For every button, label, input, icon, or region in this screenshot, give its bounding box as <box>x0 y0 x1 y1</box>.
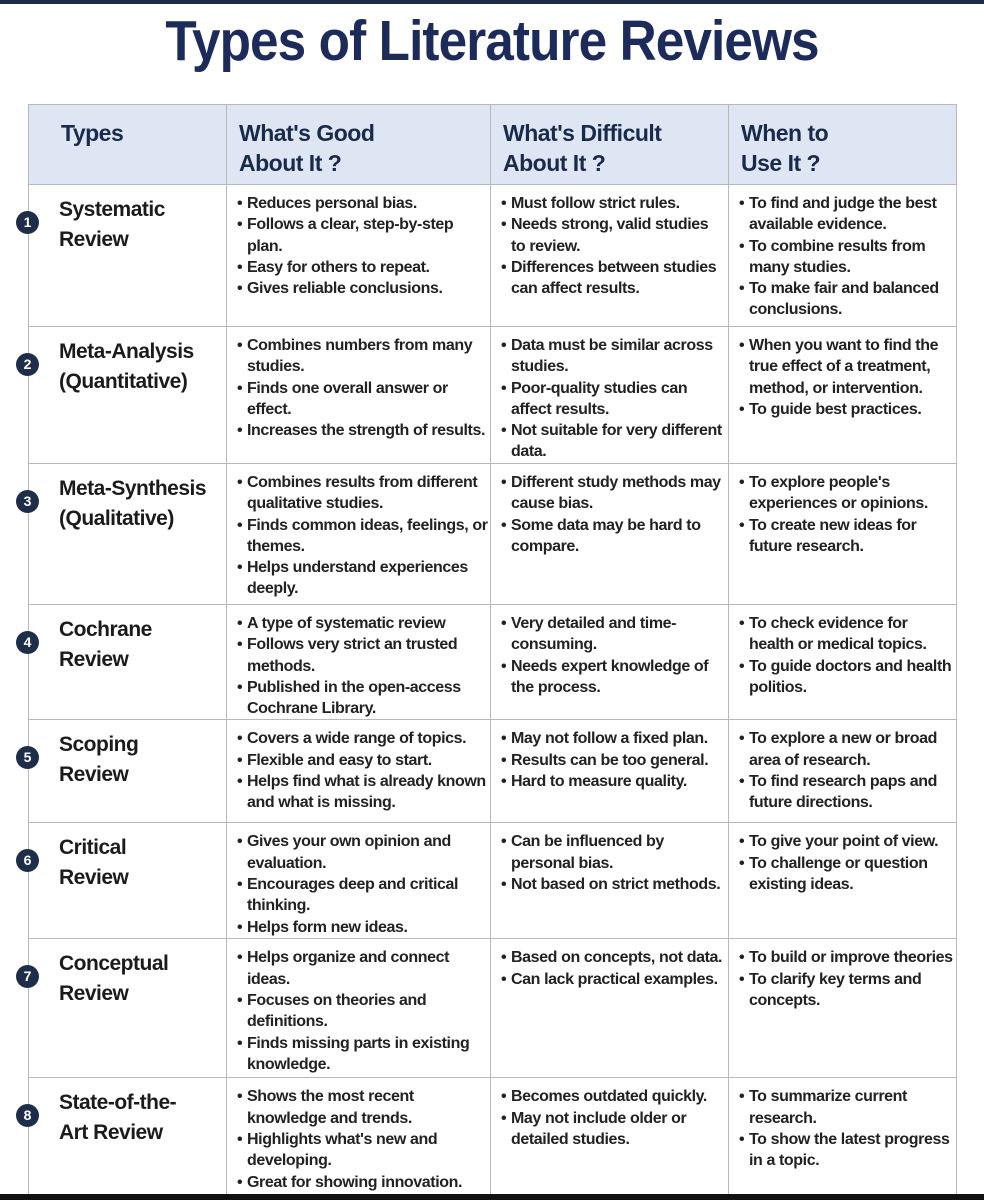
review-type-name <box>29 605 226 675</box>
bullet-item: • Gives reliable conclusions. <box>237 278 488 299</box>
when-cell <box>729 464 957 605</box>
difficult-list <box>491 939 728 990</box>
good-list <box>227 1078 490 1192</box>
bullet-item: • Combines numbers from many studies. <box>237 335 488 378</box>
review-type-name <box>29 185 226 255</box>
table-row <box>29 185 957 327</box>
row-number-badge: 7 <box>16 965 39 988</box>
review-type-line: Cochrane <box>59 618 152 641</box>
difficult-cell <box>491 464 729 605</box>
review-types-table <box>23 104 957 1195</box>
type-cell <box>23 720 227 823</box>
bullet-item: • Shows the most recent knowledge and trends. <box>237 1086 488 1129</box>
bullet-item: • Focuses on theories and definitions. <box>237 990 488 1033</box>
table-row <box>29 939 957 1078</box>
review-type-line: Scoping <box>59 733 139 757</box>
bullet-item: • Differences between studies can affect results. <box>501 257 726 300</box>
when-list <box>729 327 956 420</box>
table-row <box>29 1078 957 1195</box>
difficult-cell <box>491 605 729 720</box>
bullet-item: • To explore a new or broad area of research. <box>739 728 954 771</box>
good-list <box>227 823 490 937</box>
header-good-line-2: About It ? <box>239 150 342 176</box>
row-number-badge: 1 <box>16 211 39 234</box>
bullet-item: • Covers a wide range of topics. <box>237 728 488 749</box>
bullet-item: • Follows very strict an trusted methods. <box>237 634 488 677</box>
good-list <box>227 720 490 813</box>
review-type-line: State-of-the- <box>59 1091 177 1115</box>
row-number-badge: 2 <box>16 353 39 376</box>
when-list <box>729 823 956 895</box>
bullet-item: • To find research paps and future directions. <box>739 771 954 814</box>
review-type-line: Review <box>59 763 129 787</box>
bullet-item: • Easy for others to repeat. <box>237 257 488 278</box>
bullet-item: • To clarify key terms and concepts. <box>739 969 954 1012</box>
review-type-name <box>29 327 226 397</box>
review-type-line: (Quantitative) <box>59 370 188 393</box>
header-row <box>29 105 957 185</box>
bullet-item: • Can be influenced by personal bias. <box>501 831 726 874</box>
difficult-list <box>491 605 728 698</box>
review-type-name <box>29 939 226 1009</box>
review-type-line: Review <box>59 228 129 251</box>
good-cell <box>227 823 491 939</box>
bullet-item: • To find and judge the best available evidence. <box>739 193 954 236</box>
bullet-item: • Finds one overall answer or effect. <box>237 378 488 421</box>
when-cell <box>729 605 957 720</box>
when-list <box>729 720 956 813</box>
table-row <box>29 605 957 720</box>
difficult-list <box>491 720 728 792</box>
review-type-name <box>29 720 226 790</box>
header-when-line-2: Use It ? <box>741 150 821 176</box>
bullet-item: • Not suitable for very different data. <box>501 420 726 463</box>
table-row <box>29 720 957 823</box>
difficult-list <box>491 464 728 557</box>
bullet-item: • To check evidence for health or medical topics. <box>739 613 954 656</box>
type-cell <box>23 823 227 939</box>
good-cell <box>227 185 491 327</box>
bullet-item: • Combines results from different qualitative studies. <box>237 472 488 515</box>
review-type-name <box>29 823 226 893</box>
good-list <box>227 327 490 441</box>
page-title: Types of Literature Reviews <box>165 9 819 73</box>
difficult-list <box>491 327 728 463</box>
difficult-cell <box>491 939 729 1078</box>
top-border <box>0 0 984 4</box>
header-difficult-line-1: What's Difficult <box>503 120 662 146</box>
bullet-item: • May not include older or detailed studies. <box>501 1108 726 1151</box>
when-cell <box>729 939 957 1078</box>
bullet-item: • To explore people's experiences or opinions. <box>739 472 954 515</box>
bullet-item: • Data must be similar across studies. <box>501 335 726 378</box>
bullet-item: • Results can be too general. <box>501 750 726 771</box>
difficult-cell <box>491 1078 729 1195</box>
bullet-item: • Based on concepts, not data. <box>501 947 726 968</box>
bullet-item: • Helps organize and connect ideas. <box>237 947 488 990</box>
review-type-line: Review <box>59 866 129 890</box>
when-list <box>729 939 956 1011</box>
bullet-item: • To guide best practices. <box>739 399 954 420</box>
bullet-item: • Not based on strict methods. <box>501 874 726 895</box>
bullet-item: • Finds missing parts in existing knowledge. <box>237 1033 488 1076</box>
bottom-border <box>0 1194 984 1200</box>
when-cell <box>729 1078 957 1195</box>
good-cell <box>227 939 491 1078</box>
good-cell <box>227 1078 491 1195</box>
row-number-badge: 8 <box>16 1104 39 1127</box>
difficult-list <box>491 1078 728 1150</box>
difficult-list <box>491 823 728 895</box>
bullet-item: • Helps understand experiences deeply. <box>237 557 488 600</box>
difficult-cell <box>491 720 729 823</box>
bullet-item: • To make fair and balanced conclusions. <box>739 278 954 321</box>
good-cell <box>227 327 491 464</box>
difficult-list <box>491 185 728 299</box>
review-type-line: Conceptual <box>59 952 169 976</box>
row-number-badge: 5 <box>16 746 39 769</box>
review-type-line: Systematic <box>59 198 165 221</box>
bullet-item: • To build or improve theories <box>739 947 954 968</box>
bullet-item: • Flexible and easy to start. <box>237 750 488 771</box>
bullet-item: • Very detailed and time-consuming. <box>501 613 726 656</box>
row-number-badge: 3 <box>16 490 39 513</box>
header-good <box>227 105 491 185</box>
header-types <box>29 105 227 185</box>
bullet-item: • Finds common ideas, feelings, or themes. <box>237 515 488 558</box>
when-list <box>729 464 956 557</box>
table-row <box>29 327 957 464</box>
bullet-item: • Follows a clear, step-by-step plan. <box>237 214 488 257</box>
bullet-item: • To show the latest progress in a topic. <box>739 1129 954 1172</box>
review-type-line: Art Review <box>59 1121 163 1145</box>
review-type-line: Meta-Analysis <box>59 340 194 363</box>
table-row <box>29 823 957 939</box>
good-list <box>227 185 490 299</box>
type-cell <box>23 185 227 327</box>
bullet-item: • To combine results from many studies. <box>739 236 954 279</box>
bullet-item: • Poor-quality studies can affect results. <box>501 378 726 421</box>
bullet-item: • Increases the strength of results. <box>237 420 488 441</box>
header-when <box>729 105 957 185</box>
bullet-item: • Published in the open-access Cochrane Library. <box>237 677 488 720</box>
when-list <box>729 185 956 321</box>
good-cell <box>227 605 491 720</box>
bullet-item: • Different study methods may cause bias. <box>501 472 726 515</box>
bullet-item: • To challenge or question existing ideas. <box>739 853 954 896</box>
when-cell <box>729 823 957 939</box>
difficult-cell <box>491 185 729 327</box>
review-type-line: Review <box>59 648 129 671</box>
header-difficult <box>491 105 729 185</box>
row-number-badge: 6 <box>16 849 39 872</box>
header-when-line-1: When to <box>741 120 829 146</box>
bullet-item: • To guide doctors and health politios. <box>739 656 954 699</box>
header-good-line-1: What's Good <box>239 120 375 146</box>
review-type-line: Review <box>59 982 129 1006</box>
type-cell <box>23 327 227 464</box>
bullet-item: • Reduces personal bias. <box>237 193 488 214</box>
good-list <box>227 605 490 719</box>
row-number-badge: 4 <box>16 631 39 654</box>
review-type-line: Meta-Synthesis <box>59 477 207 500</box>
when-cell <box>729 327 957 464</box>
good-list <box>227 464 490 600</box>
bullet-item: • Gives your own opinion and evaluation. <box>237 831 488 874</box>
header-types-label: Types <box>61 120 124 146</box>
bullet-item: • Highlights what's new and developing. <box>237 1129 488 1172</box>
type-cell <box>23 605 227 720</box>
bullet-item: • A type of systematic review <box>237 613 488 634</box>
review-type-name <box>29 1078 226 1148</box>
bullet-item: • To give your point of view. <box>739 831 954 852</box>
when-cell <box>729 185 957 327</box>
when-list <box>729 605 956 698</box>
bullet-item: • Needs expert knowledge of the process. <box>501 656 726 699</box>
review-type-line: Critical <box>59 836 127 860</box>
review-type-name <box>29 464 226 534</box>
difficult-cell <box>491 823 729 939</box>
bullet-item: • Encourages deep and critical thinking. <box>237 874 488 917</box>
bullet-item: • Needs strong, valid studies to review. <box>501 214 726 257</box>
good-cell <box>227 720 491 823</box>
bullet-item: • Some data may be hard to compare. <box>501 515 726 558</box>
type-cell <box>23 939 227 1078</box>
bullet-item: • Can lack practical examples. <box>501 969 726 990</box>
difficult-cell <box>491 327 729 464</box>
bullet-item: • When you want to find the true effect of a treatment, method, or intervention. <box>739 335 954 399</box>
bullet-item: • To create new ideas for future research. <box>739 515 954 558</box>
bullet-item: • Great for showing innovation. <box>237 1172 488 1193</box>
bullet-item: • Helps find what is already known and what is missing. <box>237 771 488 814</box>
bullet-item: • To summarize current research. <box>739 1086 954 1129</box>
bullet-item: • Becomes outdated quickly. <box>501 1086 726 1107</box>
when-list <box>729 1078 956 1171</box>
bullet-item: • Helps form new ideas. <box>237 917 488 938</box>
bullet-item: • Must follow strict rules. <box>501 193 726 214</box>
bullet-item: • Hard to measure quality. <box>501 771 726 792</box>
when-cell <box>729 720 957 823</box>
review-type-line: (Qualitative) <box>59 507 174 530</box>
good-cell <box>227 464 491 605</box>
table-row <box>29 464 957 605</box>
type-cell <box>23 464 227 605</box>
good-list <box>227 939 490 1075</box>
header-difficult-line-2: About It ? <box>503 150 606 176</box>
bullet-item: • May not follow a fixed plan. <box>501 728 726 749</box>
type-cell <box>23 1078 227 1195</box>
